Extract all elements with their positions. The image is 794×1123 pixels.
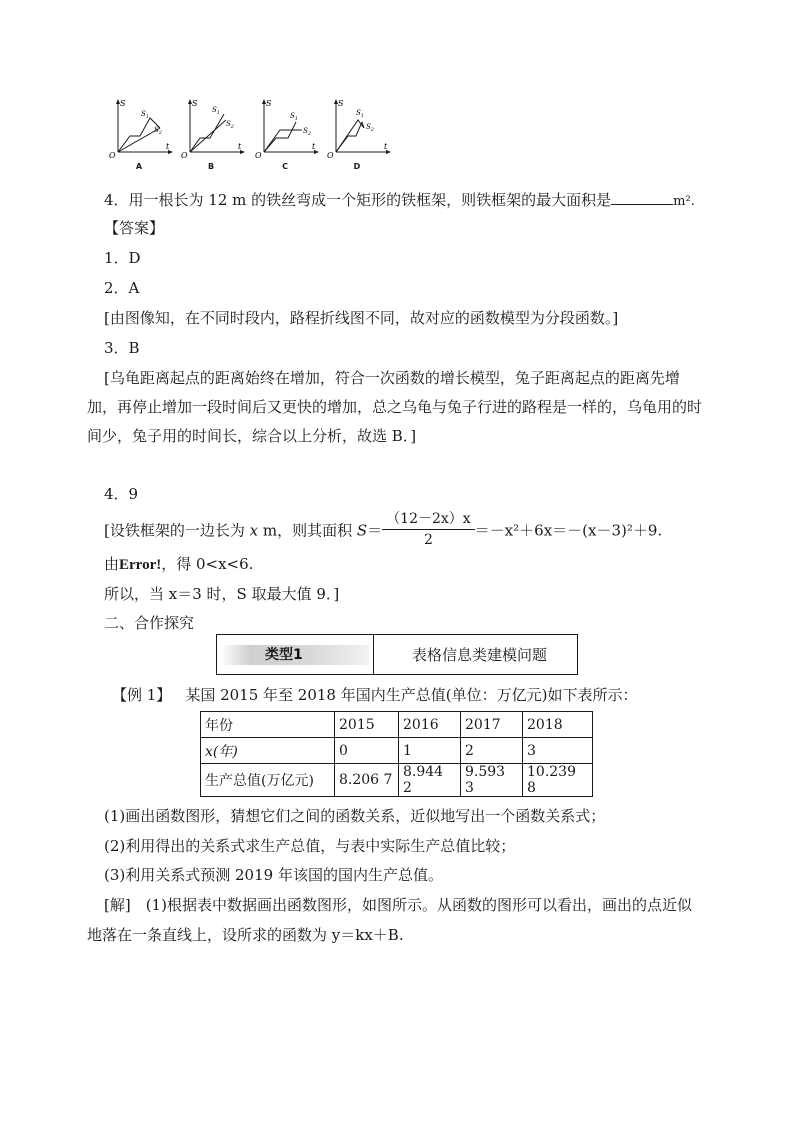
graph-option-a: [104, 96, 174, 176]
table-cell: 10.239 8: [523, 764, 593, 797]
svg-text:S: S: [338, 99, 344, 108]
svg-text:S: S: [192, 99, 198, 108]
answer-4-conclusion: 所以，当 x＝3 时，S 取最大值 9．]: [104, 585, 340, 603]
type-tag-text: 类型1: [265, 647, 303, 663]
svg-text:O: O: [181, 151, 188, 160]
table-cell: x(年): [201, 738, 335, 764]
answer-3-explanation-line-1: [乌龟距离起点的距离始终在增加，符合一次函数的增长模型，兔子距离起点的距离先增: [104, 369, 680, 387]
question-4: [104, 189, 695, 213]
svg-text:S1: $S_1$: [212, 106, 220, 116]
example-1: [112, 684, 637, 706]
sub-question-3: (3)利用关系式预测 2019 年该国的国内生产总值。: [104, 866, 443, 884]
sub-question-1: (1)画出函数图形，猜想它们之间的函数关系，近似地写出一个函数关系式；: [104, 807, 606, 825]
svg-text:O: O: [255, 151, 262, 160]
svg-text:t: t: [238, 142, 242, 151]
graph-option-c: [250, 96, 320, 176]
graph-d-label: D: [353, 162, 361, 171]
graph-b-svg: [176, 96, 246, 162]
table-cell: 3: [523, 738, 593, 764]
table-cell: 8.206 7: [335, 764, 399, 797]
area-fraction: $\frac{(12-2x)x}{2}$: [382, 509, 475, 550]
table-row: [201, 712, 593, 738]
svg-text:O: O: [327, 151, 334, 160]
example-label: 【例 1】: [112, 686, 172, 704]
answer-4-explanation: [设铁框架的一边长为 x m，则其面积 S＝ $\frac{(12-2x)x}{2}$ ＝－x²＋6x＝－(x－3)²＋9.: [104, 511, 663, 548]
table-cell: 2016: [399, 712, 461, 738]
svg-text:t: t: [384, 142, 388, 151]
graph-a-label: A: [135, 162, 143, 171]
svg-text:S: S: [266, 99, 272, 108]
svg-text:S2: $S_2$: [303, 127, 311, 137]
table-cell: 2015: [335, 712, 399, 738]
graph-a-o-label: O: [109, 151, 116, 160]
answer-3: 3．B: [104, 339, 140, 357]
type-tag: [217, 635, 374, 674]
table-row: [201, 764, 593, 797]
answer-3-explanation-line-2: 加，再停止增加一段时间后又更快的增加，总之乌龟与兔子行进的路程是一样的，乌龟用的时: [87, 398, 703, 416]
graph-options: [104, 96, 394, 178]
answer-4: 4．9: [104, 485, 139, 503]
graph-b-label: B: [207, 162, 215, 171]
table-cell: 生产总值(万亿元): [201, 764, 335, 797]
svg-text:S1: $S_1$: [141, 110, 149, 120]
answer-4-condition: 由Error!，得 0<x<6.: [104, 555, 254, 573]
solution-line-1: [解] (1)根据表中数据画出函数图形，如图所示。从函数的图形可以看出，画出的点近似: [104, 896, 692, 914]
table-cell: 1: [399, 738, 461, 764]
answer-2: 2．A: [104, 279, 140, 297]
graph-d-svg: [322, 96, 392, 162]
graph-a-svg: [104, 96, 174, 162]
svg-text:t: t: [312, 142, 316, 151]
svg-text:S1: $S_1$: [356, 109, 364, 119]
table-cell: 0: [335, 738, 399, 764]
graph-a-t-label: t: [166, 142, 170, 151]
graph-option-b: [176, 96, 246, 176]
type-banner: [216, 634, 578, 675]
answer-header: 【答案】: [104, 219, 165, 237]
table-cell: 年份: [201, 712, 335, 738]
type-title: 表格信息类建模问题: [412, 646, 548, 664]
table-row: [201, 738, 593, 764]
table-cell: 8.944 2: [399, 764, 461, 797]
answer-3-explanation-line-3: 间少，兔子用的时间长，综合以上分析，故选 B．]: [87, 427, 417, 445]
sub-question-2: (2)利用得出的关系式求生产总值，与表中实际生产总值比较；: [104, 837, 516, 855]
example-text: 某国 2015 年至 2018 年国内生产总值(单位：万亿元)如下表所示：: [185, 686, 638, 704]
table-cell: 2017: [461, 712, 523, 738]
question-4-text: 4．用一根长为 12 m 的铁丝弯成一个矩形的铁框架，则铁框架的最大面积是: [104, 191, 612, 209]
section-heading: 二、合作探究: [104, 614, 195, 632]
answer-1: 1．D: [104, 249, 141, 267]
table-cell: 2018: [523, 712, 593, 738]
answer-blank: [611, 190, 673, 205]
graph-c-label: C: [282, 162, 288, 171]
solution-line-2: 地落在一条直线上，设所求的函数为 y＝kx＋B.: [87, 926, 404, 944]
table-cell: 2: [461, 738, 523, 764]
svg-text:S2: $S_2$: [154, 126, 162, 136]
graph-option-d: [322, 96, 392, 176]
svg-text:S2: $S_2$: [366, 123, 374, 133]
graph-a-s-label: S: [120, 99, 126, 108]
answer-2-explanation: [由图像知，在不同时段内，路程折线图不同，故对应的函数模型为分段函数。]: [104, 309, 619, 327]
svg-text:S1: $S_1$: [290, 112, 298, 122]
question-4-unit: m².: [673, 194, 695, 209]
error-text: Error!: [119, 557, 162, 573]
gdp-table: [200, 711, 593, 797]
svg-text:S2: $S_2$: [226, 120, 234, 130]
graph-c-svg: [250, 96, 320, 162]
table-cell: 9.593 3: [461, 764, 523, 797]
